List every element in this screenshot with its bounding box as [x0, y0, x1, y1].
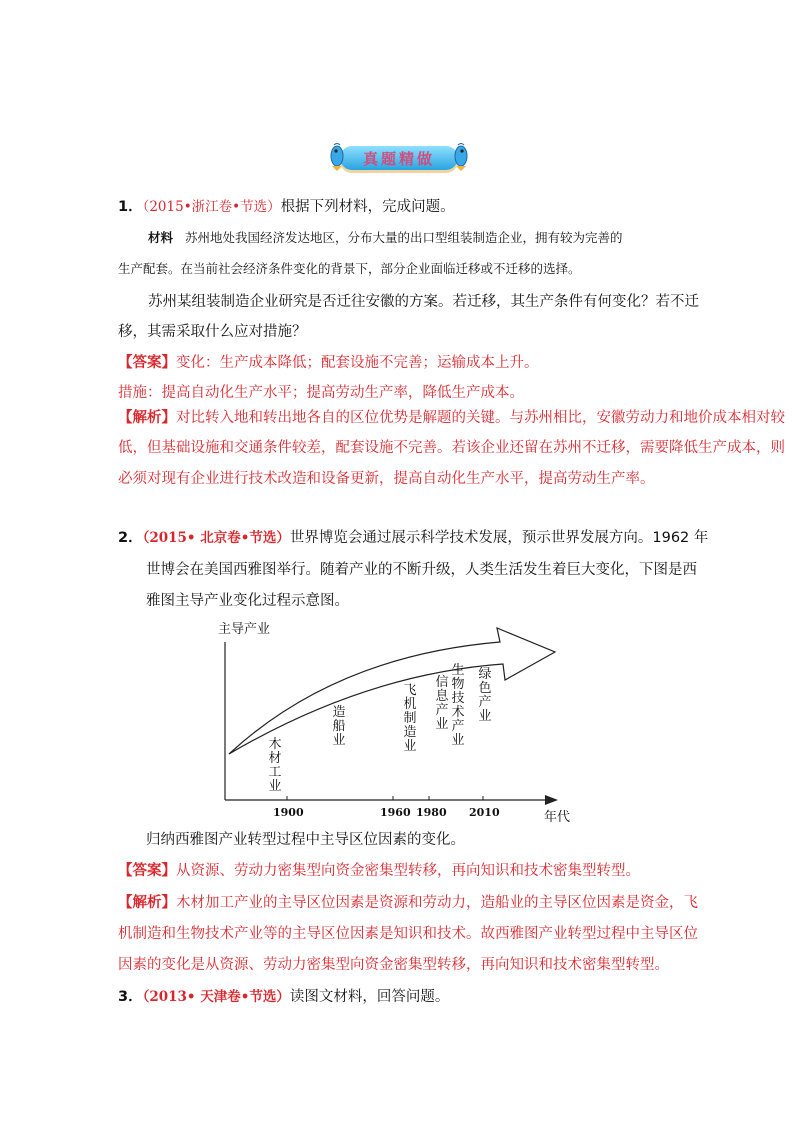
q1-analysis-line2: 低，但基础设施和交通条件较差，配套设施不完善。若该企业还留在苏州不迁移，需要降低生产成本，则 [118, 440, 785, 456]
q1-answer-line1 [118, 353, 539, 373]
q1-header [118, 197, 455, 217]
industry-diagram [215, 616, 585, 826]
industry-label-wood: 木材工业 [268, 737, 282, 794]
q2-question: 归纳西雅图产业转型过程中主导区位因素的变化。 [146, 832, 465, 848]
q2-stem-line1: 世界博览会通过展示科学技术发展，预示世界发展方向。1962 年 [289, 530, 709, 546]
q2-header [118, 528, 708, 548]
q1-analysis-line3: 必须对现有企业进行技术改造和设备更新，提高自动化生产水平，提高劳动生产率。 [118, 471, 655, 487]
x-tick-1900: 1900 [273, 806, 304, 819]
growth-arrow [229, 628, 555, 754]
x-tick-1980: 1980 [416, 806, 447, 819]
q1-material-line1 [148, 230, 622, 246]
q2-analysis-tag: 【解析】 [118, 895, 176, 911]
q2-stem-line2: 世博会在美国西雅图举行。随着产业的不断升级，人类生活发生着巨大变化，下图是西 [146, 562, 697, 578]
industry-label-green: 绿色产业 [478, 667, 492, 724]
q3-number: 3． [118, 989, 143, 1005]
x-axis-arrowhead [545, 795, 558, 805]
diagram-xlabel: 年代 [544, 810, 571, 825]
section-banner [328, 140, 470, 178]
q2-answer [118, 861, 640, 881]
q2-analysis-line2: 机制造和生物技术产业等的主导区位因素是知识和技术。故西雅图产业转型过程中主导区位 [118, 926, 698, 942]
q1-answer-line2: 措施：提高自动化生产水平；提高劳动生产率，降低生产成本。 [118, 385, 524, 401]
q2-source: （2015• 北京卷•节选） [142, 530, 290, 546]
q1-material-line2: 生产配套。在当前社会经济条件变化的背景下，部分企业面临迁移或不迁移的选择。 [118, 261, 581, 276]
q2-analysis-text1: 木材加工产业的主导区位因素是资源和劳动力，造船业的主导区位因素是资金，飞 [176, 895, 698, 911]
x-tick-2010: 2010 [469, 806, 500, 819]
industry-label-biotech: 生物技术产业 [451, 663, 465, 748]
industry-label-info: 信息产业 [435, 675, 449, 732]
q1-analysis-tag: 【解析】 [118, 410, 176, 426]
q1-analysis-line1 [118, 408, 785, 428]
q1-answer-text1: 变化：生产成本降低；配套设施不完善；运输成本上升。 [176, 355, 539, 371]
industry-label-aircraft: 飞机制造业 [403, 683, 417, 754]
q2-stem-line3: 雅图主导产业变化过程示意图。 [146, 593, 349, 609]
q1-question-line1: 苏州某组装制造企业研究是否迁往安徽的方案。若迁移，其生产条件有何变化？若不迁 [148, 294, 699, 310]
banner-title: 真题精做 [362, 150, 435, 168]
q1-question-line2: 移，其需采取什么应对措施？ [118, 324, 307, 340]
q1-material-label: 材料 [148, 230, 174, 245]
x-tick-1960: 1960 [380, 806, 411, 819]
q2-analysis-line1 [118, 893, 698, 913]
q1-prompt: 根据下列材料，完成问题。 [280, 199, 455, 215]
q1-material-text1: 苏州地处我国经济发达地区，分布大量的出口型组装制造企业，拥有较为完善的 [184, 230, 623, 245]
q2-answer-text: 从资源、劳动力密集型向资金密集型转移，再向知识和技术密集型转型。 [176, 863, 640, 879]
diagram-ylabel: 主导产业 [218, 622, 271, 637]
q1-number: 1． [118, 199, 143, 215]
industry-label-shipbuilding: 造船业 [332, 705, 346, 748]
q3-header [118, 987, 449, 1007]
q3-prompt: 读图文材料，回答问题。 [289, 989, 450, 1005]
q2-number: 2． [118, 530, 143, 546]
q1-source: （2015•浙江卷•节选） [142, 199, 281, 215]
q2-analysis-line3: 因素的变化是从资源、劳动力密集型向资金密集型转移，再向知识和技术密集型转型。 [118, 957, 669, 973]
q1-answer-tag: 【答案】 [118, 355, 176, 371]
q2-answer-tag: 【答案】 [118, 863, 176, 879]
q3-source: （2013• 天津卷•节选） [142, 989, 290, 1005]
q1-analysis-text1: 对比转入地和转出地各自的区位优势是解题的关键。与苏州相比，安徽劳动力和地价成本相对较 [176, 410, 785, 426]
